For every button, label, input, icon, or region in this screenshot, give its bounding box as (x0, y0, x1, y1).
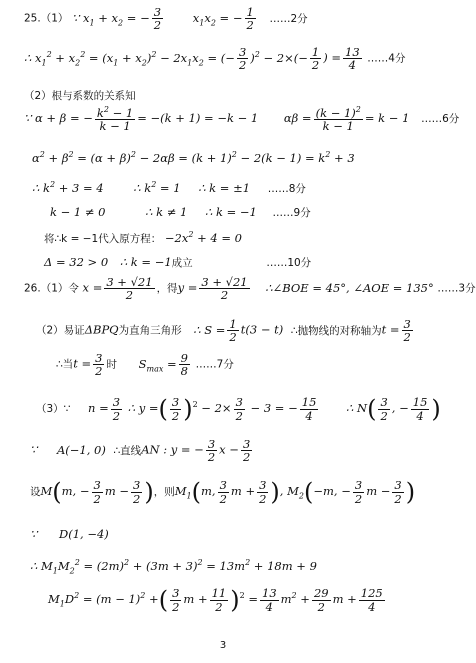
q26-part1-label: 26.（1）令 (24, 282, 79, 295)
q25-part1-label: 25.（1） (24, 12, 69, 25)
q26-right-triangle-text: 为直角三角形 (118, 324, 182, 337)
q26-axis-text: ∴抛物线的对称轴为 (290, 324, 382, 337)
q26-let-text: 设 (30, 486, 41, 498)
q26-line-an-line: ∵ A(−1, 0) ∴直线AN : y = − $\frac{3}{2}$ x − $\frac{3}{2}$ (30, 437, 251, 465)
q25-established-text: 成立 (171, 257, 193, 269)
q26-max-line: ∴当t = $\frac{3}{2}$ 时 $S_{max}$ = $\frac{9}{8}$ ……7分 (56, 351, 234, 379)
q26-part1-score: ……3分 (437, 282, 476, 295)
q25-part1-line: 25.（1） ∵ $x_1 + x_2$ = − $\frac{3}{2}$ $x_1x_2$ = − $\frac{1}{2}$ ……2分 (24, 5, 308, 33)
q25-alpha-beta-squares-line: $\alpha^2 + \beta^2 = (\alpha + \beta)^2 - 2\alpha\beta = (k + 1)^2 - 2(k - 1) = k^2 + 3$ (32, 150, 355, 165)
q25-part2-score-8: ……8分 (267, 182, 306, 195)
page-number: 3 (219, 640, 227, 651)
q26-part3-label: （3）∵ (36, 403, 71, 415)
q26-then-text: ，则 (153, 486, 175, 498)
q25-k-solve-line: ∴ $k^2 + 3 = 4$ ∴ $k^2 = 1$ ∴ k = ±1 ……8分 (32, 180, 306, 195)
q25-part2-score-10: ……10分 (266, 257, 312, 269)
q25-k-condition-line: k − 1 ≠ 0 ∴ k ≠ 1 ∴ k = −1 ……9分 (50, 205, 311, 219)
q26-part2-line: （2）易证ΔBPQ为直角三角形 ∴ S = $\frac{1}{2}$ t(3 − t) ∴抛物线的对称轴为t = $\frac{3}{2}$ (36, 317, 411, 345)
q25-substitute-line: 将∴k = −1代入原方程： $-2x^2 + 4 = 0$ (44, 230, 242, 245)
q25-part2-score-9: ……9分 (272, 207, 311, 219)
q26-d-point-line: ∵ D(1, −4) (30, 527, 109, 541)
q25-substitute-text: 将∴k = −1代入原方程： (44, 232, 162, 245)
q25-alpha-beta-line: ∵ α + β = − $\frac{k^2 - 1}{k - 1}$ = −(k + 1) = −k − 1 αβ = $\frac{(k - 1)^2}{k - 1}$ = k − 1 ……6分 (24, 105, 460, 133)
q26-set-m-line: 设M(m, − $\frac{3}{2}$ m − $\frac{3}{2}$ )，则$M_1(m$, $\frac{3}{2}$ m + $\frac{3}{2}$ ), $M_2(-m$, − $\frac{3}{2}$ m − $\frac{3}{2}$ ) (30, 478, 416, 506)
q26-part3-line: （3）∵ n = $\frac{3}{2}$ ∴ y =( $\frac{3}{2}$ )$^2$ − 2× $\frac{3}{2}$ − 3 = − $\frac{15}{4}$ ∴ N( $\frac{3}{2}$ , − $\frac{15}{4}$ ) (36, 395, 441, 423)
q25-part2-label: （2）根与系数的关系知 (24, 90, 136, 102)
q26-time-text: 时 (106, 358, 117, 371)
q26-get-text: ，得 (156, 282, 178, 295)
q26-part2-label: （2）易证 (36, 324, 85, 337)
q26-part1-line: 26.（1）令 x = $\frac{3 + √21}{2}$ ，得y = $\frac{3 + √21}{2}$ ∴∠BOE = 45°, ∠AOE = 135° ……3分 (24, 275, 476, 303)
q25-part2-label-line (24, 88, 446, 103)
q26-part2-score: ……7分 (195, 358, 234, 371)
q26-m1m2-line: ∴ $M_1M_2^2 = (2m)^2 + (3m + 3)^2 = 13m^2 + 18m + 9$ (30, 558, 317, 576)
q26-line-text: ∴直线 (113, 444, 142, 457)
q26-m1d-line: $M_1D^2 = (m - 1)^2$ +( $\frac{3}{2}$ m + $\frac{11}{2}$ )$^2$ = $\frac{13}{4}$ $m^2$ + $\frac{29}{2}$ m + $\frac{125}{4}$ (48, 586, 383, 614)
q25-sum-squares-line: ∴ $x_1^2 + x_2^2 = (x_1 + x_2)^2 - 2x_1x_2$ = (− $\frac{3}{2}$ )$^2$ − 2×(− $\frac{1}{2}$ ) = $\frac{13}{4}$ ……4分 (24, 45, 406, 73)
q26-when-text: ∴当 (56, 358, 74, 371)
q25-part1-score: ……2分 (269, 12, 308, 25)
q25-part1b-score: ……4分 (367, 52, 406, 65)
q25-discriminant-line: Δ = 32 > 0 ∴ k = −1成立 ……10分 (44, 255, 312, 269)
q25-part2-score-6: ……6分 (421, 112, 460, 125)
